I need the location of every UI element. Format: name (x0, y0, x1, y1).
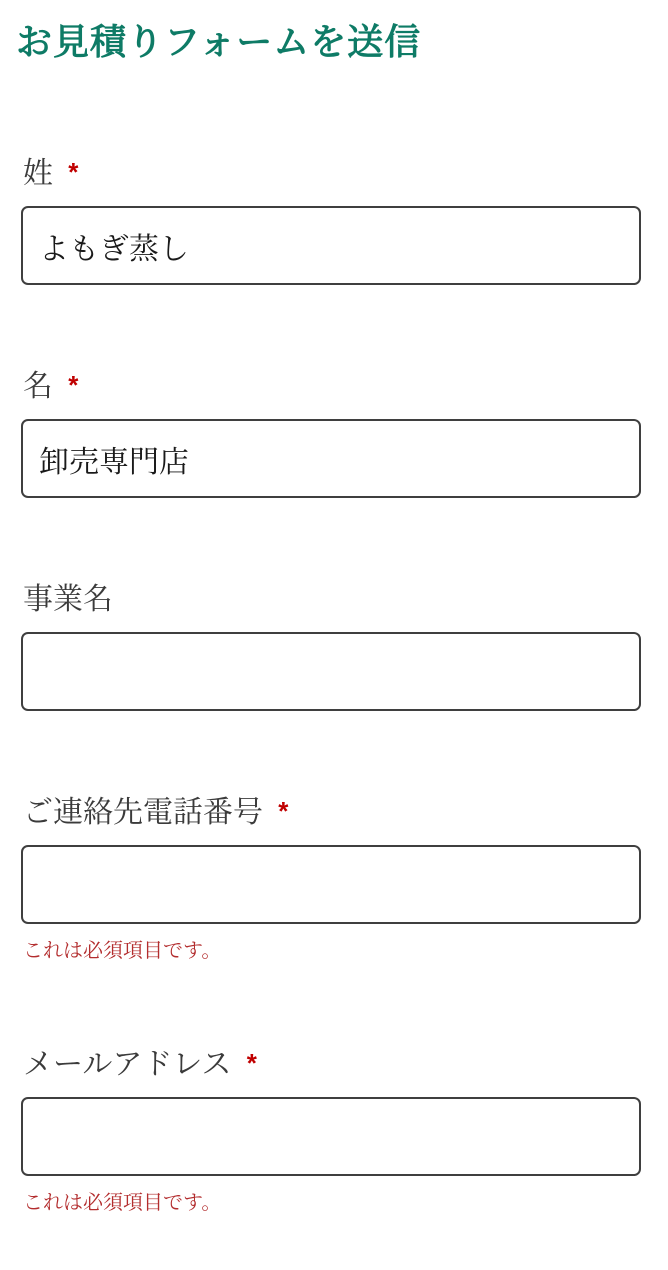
phone-field-group (21, 795, 641, 963)
field-label (21, 1047, 641, 1083)
required-asterisk: * (61, 157, 79, 188)
required-asterisk: * (239, 1048, 257, 1079)
field-label (21, 795, 641, 831)
field-label-text: 姓 (23, 157, 53, 191)
last-name-field-group (21, 156, 641, 285)
required-error-message: これは必須項目です。 (23, 1192, 222, 1215)
business-name-input[interactable] (21, 632, 641, 711)
quote-form (21, 156, 641, 1215)
field-label (21, 156, 641, 192)
field-label (21, 582, 641, 618)
email-input[interactable] (21, 1097, 641, 1176)
first-name-field-group (21, 369, 641, 498)
field-label-text: メールアドレス (23, 1048, 232, 1082)
required-asterisk: * (61, 370, 79, 401)
page-title: お見積りフォームを送信 (16, 21, 422, 62)
last-name-input[interactable] (21, 206, 641, 285)
business-name-field-group (21, 582, 641, 711)
required-asterisk: * (271, 796, 289, 827)
field-label (21, 369, 641, 405)
phone-input[interactable] (21, 845, 641, 924)
required-error-message: これは必須項目です。 (23, 940, 222, 963)
field-label-text: 名 (23, 370, 53, 404)
field-label-text: ご連絡先電話番号 (23, 796, 263, 830)
field-label-text: 事業名 (23, 583, 113, 617)
first-name-input[interactable] (21, 419, 641, 498)
email-field-group (21, 1047, 641, 1215)
